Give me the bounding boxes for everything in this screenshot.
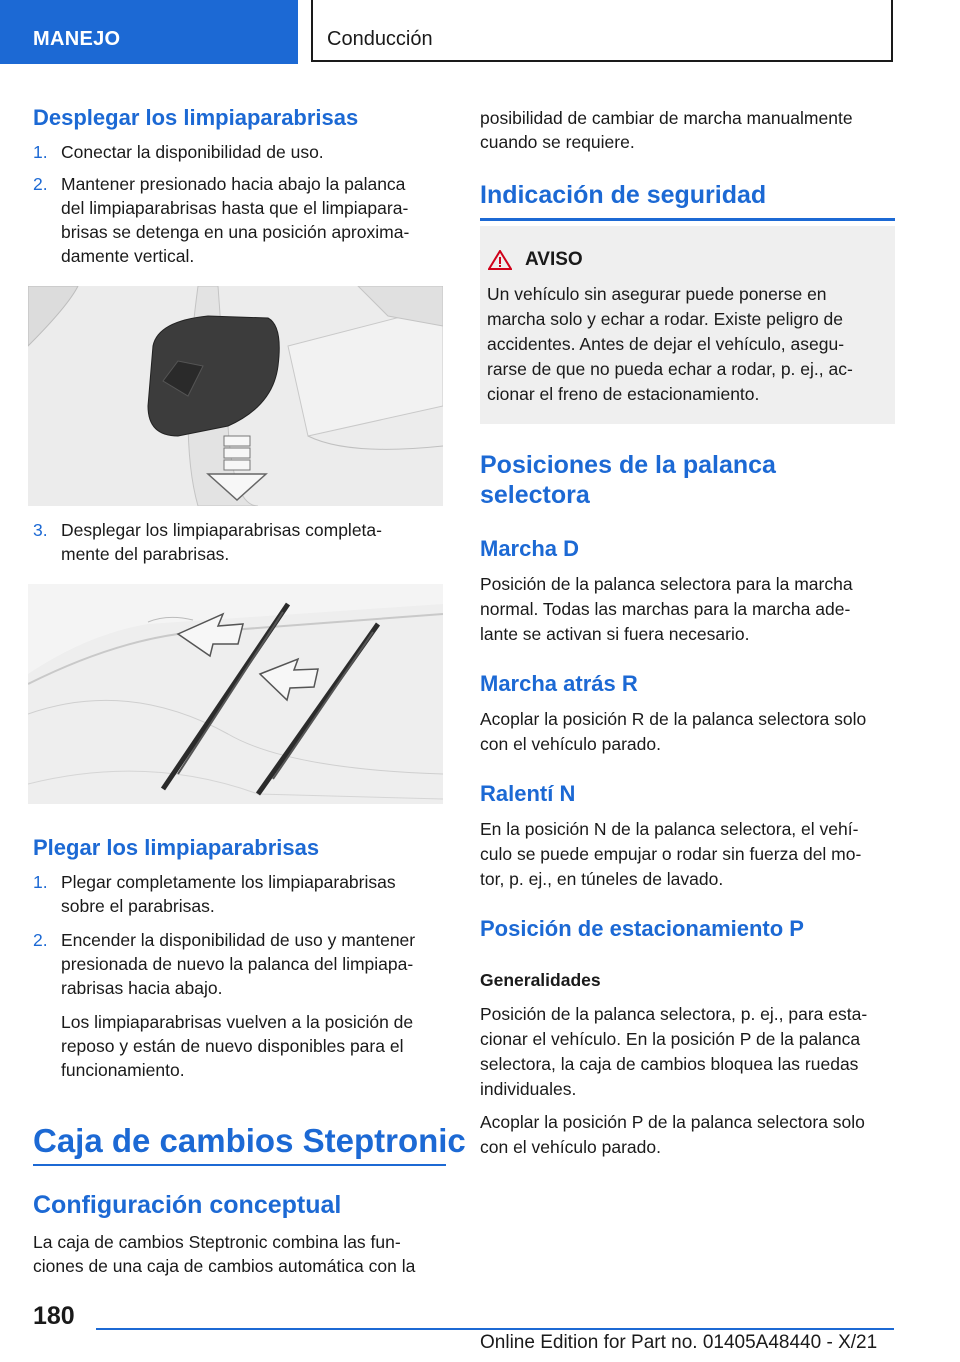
warning-line-3: accidentes. Antes de dejar el vehículo, asegu‐: [487, 334, 845, 354]
list-text: mente del parabrisas.: [61, 544, 230, 564]
neutral-line-1: En la posición N de la palanca selectora, el vehí‐: [480, 819, 859, 839]
list-item-note: [33, 1010, 453, 1084]
warning-line-2: marcha solo y echar a rodar. Existe peligro de: [487, 309, 844, 329]
list-item: [33, 870, 453, 920]
heading-concept: Configuración conceptual: [33, 1191, 342, 1219]
heading-deploy-wipers: Desplegar los limpiaparabrisas: [33, 105, 359, 130]
concept-cont-line-1: posibilidad de cambiar de marcha manualmente: [480, 108, 853, 128]
list-text: Mantener presionado hacia abajo la palanca: [61, 174, 406, 194]
list-text: funcionamiento.: [61, 1060, 185, 1080]
drive-line-1: Posición de la palanca selectora para la marcha: [480, 574, 853, 594]
heading-general: Generalidades: [480, 970, 601, 990]
list-item: [33, 172, 453, 272]
heading-neutral: Ralentí N: [480, 781, 576, 806]
list-text: rabrisas hacia abajo.: [61, 978, 223, 998]
concept-cont-line-2: cuando se requiere.: [480, 132, 635, 152]
header-section-tab: [0, 0, 298, 64]
list-text: brisas se detenga en una posición aproxima‐: [61, 222, 410, 242]
neutral-line-2: culo se puede empujar o rodar sin fuerza del mo‐: [480, 844, 862, 864]
section-rule: [480, 218, 895, 221]
wiper-lever-illustration: [28, 286, 443, 506]
park-line-5: Acoplar la posición P de la palanca selectora solo: [480, 1112, 865, 1132]
reverse-line-2: con el vehículo parado.: [480, 734, 661, 754]
heading-steptronic: Caja de cambios Steptronic: [33, 1122, 466, 1159]
drive-line-3: lante se activan si fuera necesario.: [480, 624, 750, 644]
reverse-line-1: Acoplar la posición R de la palanca selectora solo: [480, 709, 867, 729]
list-text: Conectar la disponibilidad de uso.: [61, 142, 324, 162]
list-number: 2.: [33, 174, 48, 194]
neutral-line-3: tor, p. ej., en túneles de lavado.: [480, 869, 724, 889]
park-line-2: cionar el vehículo. En la posición P de la palanca: [480, 1029, 861, 1049]
windshield-wipers-illustration: [28, 584, 443, 804]
list-item: [33, 518, 453, 568]
footer-rule: [96, 1328, 894, 1330]
drive-line-2: normal. Todas las marchas para la marcha ade‐: [480, 599, 851, 619]
park-line-4: individuales.: [480, 1079, 577, 1099]
heading-fold-wipers: Plegar los limpiaparabrisas: [33, 835, 320, 860]
header-chapter-label: Conducción: [327, 28, 433, 50]
header-chapter-box: [311, 0, 893, 62]
windshield-wipers-drawing: [28, 584, 443, 804]
heading-drive: Marcha D: [480, 536, 580, 561]
concept-line-2: ciones de una caja de cambios automática con la: [33, 1256, 416, 1276]
page-number: 180: [33, 1302, 75, 1330]
list-item: [33, 928, 453, 1002]
heading-positions-line-1: Posiciones de la palanca: [480, 451, 776, 479]
warning-box: [480, 226, 895, 424]
heading-safety: Indicación de seguridad: [480, 181, 767, 209]
footer-edition: Online Edition for Part no. 01405A48440 - X/21: [480, 1332, 878, 1353]
park-line-6: con el vehículo parado.: [480, 1137, 661, 1157]
warning-triangle-icon: [488, 250, 512, 270]
list-text: Encender la disponibilidad de uso y mantener: [61, 930, 416, 950]
list-number: 1.: [33, 872, 48, 892]
section-rule: [33, 1164, 446, 1166]
warning-line-5: cionar el freno de estacionamiento.: [487, 384, 760, 404]
park-line-3: selectora, la caja de cambios bloquea las ruedas: [480, 1054, 859, 1074]
heading-park: Posición de estacionamiento P: [480, 916, 804, 941]
list-number: 2.: [33, 930, 48, 950]
list-text: Plegar completamente los limpiaparabrisas: [61, 872, 396, 892]
heading-positions-line-2: selectora: [480, 481, 590, 509]
header-section-label: MANEJO: [33, 28, 121, 50]
warning-title: AVISO: [525, 249, 583, 270]
list-text: del limpiaparabrisas hasta que el limpiapara‐: [61, 198, 409, 218]
warning-line-1: Un vehículo sin asegurar puede ponerse en: [487, 284, 827, 304]
list-text: presionada de nuevo la palanca del limpiapa‐: [61, 954, 414, 974]
list-number: 1.: [33, 142, 48, 162]
list-text: reposo y están de nuevo disponibles para el: [61, 1036, 404, 1056]
list-text: sobre el parabrisas.: [61, 896, 215, 916]
list-text: damente vertical.: [61, 246, 195, 266]
concept-line-1: La caja de cambios Steptronic combina las fun‐: [33, 1232, 401, 1252]
wiper-lever-drawing: [28, 286, 443, 506]
list-text: Los limpiaparabrisas vuelven a la posición de: [61, 1012, 414, 1032]
warning-line-4: rarse de que no pueda echar a rodar, p. ej., ac‐: [487, 359, 853, 379]
list-text: Desplegar los limpiaparabrisas completa‐: [61, 520, 382, 540]
heading-reverse: Marcha atrás R: [480, 671, 638, 696]
park-line-1: Posición de la palanca selectora, p. ej., para esta‐: [480, 1004, 868, 1024]
list-number: 3.: [33, 520, 48, 540]
